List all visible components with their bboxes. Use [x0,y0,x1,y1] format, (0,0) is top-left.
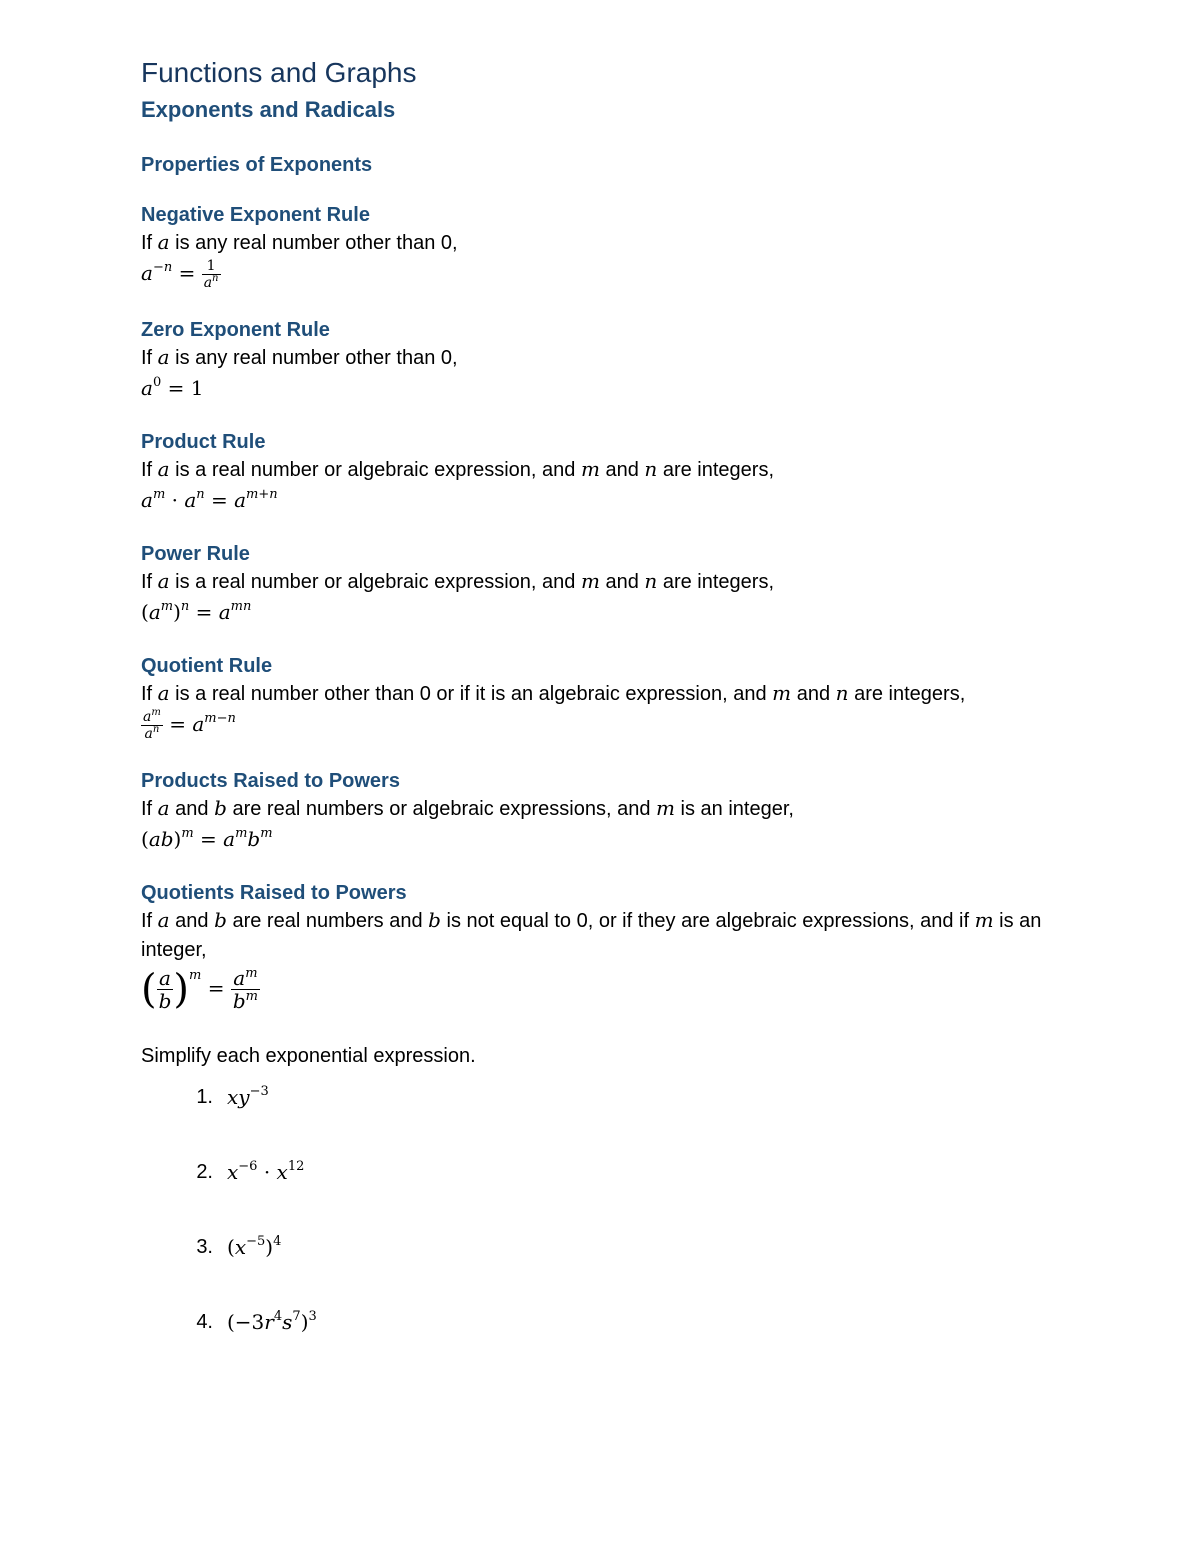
quotients-raised-to-powers-rule [141,880,1071,1012]
rule-description: If a is a real number or algebraic expression, and m and n are integers, [141,457,775,481]
rule-formula: $\frac{a^m}{a^n}$ = $a^{m-n}$ [143,707,236,742]
rule-heading: Zero Exponent Rule [141,319,330,341]
rule-formula: $(ab)^m = a^mb^m$ [141,826,273,851]
list-item: 1. $xy^{-3}$ [196,1084,269,1109]
products-raised-to-powers-rule [141,768,1071,854]
instruction-text: Simplify each exponential expression. [141,1045,476,1067]
quotient-rule [141,653,1071,742]
rule-heading: Product Rule [141,431,266,453]
rule-description: If a is any real number other than 0, [141,345,458,369]
rule-formula: $a^{-n}$ = $\frac{1}{a^n}$ [141,258,219,291]
rule-heading: Products Raised to Powers [141,770,400,792]
rule-heading: Power Rule [141,543,250,565]
rule-formula: $(a^m)^n = a^{mn}$ [141,599,252,624]
rule-description: If a is a real number other than 0 or if it is an algebraic expression, and m and n are integers, [141,681,966,705]
rule-formula: $a^0 = 1$ [141,375,204,400]
list-item: 2. $x^{-6} \cdot x^{12}$ [196,1159,305,1184]
rule-description: If a and b are real numbers or algebraic expressions, and m is an integer, [141,796,794,820]
rule-description: If a is any real number other than 0, [141,230,458,254]
rule-description: If a is a real number or algebraic expression, and m and n are integers, [141,569,775,593]
rule-heading: Negative Exponent Rule [141,204,370,226]
rule-formula: $a^m \cdot a^n = a^{m+n}$ [141,487,278,512]
zero-exponent-rule [141,317,1071,403]
page-subtitle: Exponents and Radicals [141,97,396,122]
product-rule [141,429,1071,515]
rule-description: If a and b are real numbers and b is not equal to 0, or if they are algebraic expressions, and if m is an integer, [141,908,1042,961]
list-item: 4. $(-3r^4s^7)^3$ [196,1309,317,1334]
rule-heading: Quotients Raised to Powers [141,882,407,904]
list-item: 3. $(x^{-5})^4$ [196,1234,282,1259]
negative-exponent-rule [141,202,1071,291]
rule-formula: ( $\frac{a}{b}$ )$^m$ = $\frac{a^m}{b^m}$ [141,966,258,1013]
page-title: Functions and Graphs [141,57,417,88]
problem-list [141,1082,1071,1382]
section-heading: Properties of Exponents [141,154,373,176]
rule-heading: Quotient Rule [141,655,273,677]
document-page [141,56,1071,1382]
power-rule [141,541,1071,627]
